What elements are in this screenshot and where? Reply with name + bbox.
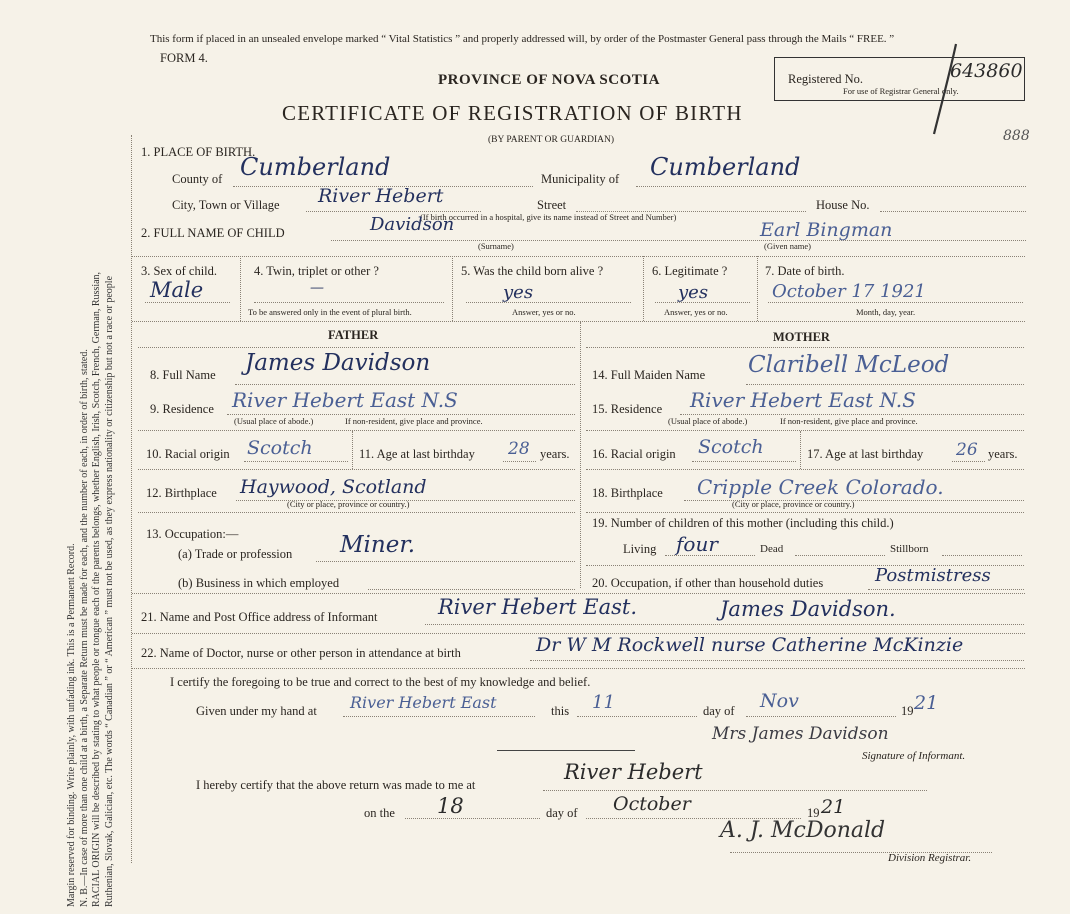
hereby-label: I hereby certify that the above return was made to me at bbox=[196, 778, 476, 792]
children-label: 19. Number of children of this mother (including this child.) bbox=[592, 516, 894, 530]
father-abode-note: (Usual place of abode.) bbox=[234, 416, 314, 426]
occupation-label: 13. Occupation:— bbox=[146, 527, 239, 541]
father-trade-value: Miner. bbox=[340, 532, 416, 558]
city-value: River Hebert bbox=[318, 185, 444, 207]
informant-name-value: James Davidson. bbox=[720, 597, 896, 621]
date-note: Month, day, year. bbox=[856, 307, 916, 317]
mother-residence-value: River Hebert East N.S bbox=[690, 388, 916, 412]
mother-heading: MOTHER bbox=[773, 330, 830, 344]
street-label: Street bbox=[537, 198, 567, 212]
form-number: FORM 4. bbox=[160, 51, 208, 65]
given-at-value: River Hebert East bbox=[350, 693, 497, 712]
father-residence-value: River Hebert East N.S bbox=[232, 388, 458, 412]
registered-number: 643860 bbox=[950, 60, 1023, 82]
doctor-label: 22. Name of Doctor, nurse or other person in attendance at birth bbox=[141, 646, 461, 660]
father-birthplace-value: Haywood, Scotland bbox=[240, 476, 427, 498]
city-label: City, Town or Village bbox=[172, 198, 280, 212]
registered-label: Registered No. bbox=[788, 72, 863, 86]
born-alive-value: yes bbox=[503, 282, 534, 303]
mother-birthplace-value: Cripple Creek Colorado. bbox=[697, 475, 944, 499]
given-day-value: 11 bbox=[592, 692, 615, 713]
mother-racial-label: 16. Racial origin bbox=[592, 447, 676, 461]
given-name-note: (Given name) bbox=[764, 241, 811, 251]
sex-label: 3. Sex of child. bbox=[141, 264, 218, 278]
year-prefix-2: 19 bbox=[807, 806, 820, 820]
mother-occupation-value: Postmistress bbox=[875, 565, 991, 586]
mother-age-label: 17. Age at last birthday bbox=[807, 447, 924, 461]
on-the-label: on the bbox=[364, 806, 395, 820]
born-alive-label: 5. Was the child born alive ? bbox=[461, 264, 604, 278]
twin-label: 4. Twin, triplet or other ? bbox=[254, 264, 379, 278]
date-of-birth-label: 7. Date of birth. bbox=[765, 264, 845, 278]
doctor-value: Dr W M Rockwell nurse Catherine McKinzie bbox=[536, 634, 964, 656]
mother-racial-value: Scotch bbox=[698, 436, 764, 458]
mother-nonres-note: If non-resident, give place and province. bbox=[780, 416, 918, 426]
mother-residence-label: 15. Residence bbox=[592, 402, 663, 416]
return-day-value: 18 bbox=[437, 794, 464, 818]
mother-abode-note: (Usual place of abode.) bbox=[668, 416, 748, 426]
legitimate-note: Answer, yes or no. bbox=[664, 307, 728, 317]
father-racial-label: 10. Racial origin bbox=[146, 447, 230, 461]
year-prefix: 19 bbox=[901, 704, 914, 718]
return-year-value: 21 bbox=[821, 796, 846, 818]
house-no-label: House No. bbox=[816, 198, 870, 212]
mother-name-value: Claribell McLeod bbox=[748, 352, 950, 378]
divider bbox=[497, 750, 635, 751]
living-label: Living bbox=[623, 542, 657, 556]
margin-note-line: N. B.—In case of more than one child at a birth, a Separate Return must be made for each, and the number of each, in order of birth, stated. bbox=[78, 349, 90, 907]
this-label: this bbox=[551, 704, 570, 718]
division-registrar-label: Division Registrar. bbox=[888, 852, 972, 864]
corner-number: 888 bbox=[1003, 128, 1030, 144]
twin-note: To be answered only in the event of plural birth. bbox=[248, 307, 412, 317]
registrar-stroke-icon bbox=[930, 42, 960, 137]
father-city-note: (City or place, province or country.) bbox=[287, 499, 410, 509]
municipality-label: Municipality of bbox=[541, 172, 620, 186]
father-residence-label: 9. Residence bbox=[150, 402, 214, 416]
legitimate-value: yes bbox=[678, 282, 709, 303]
living-value: four bbox=[676, 532, 718, 556]
mail-note: This form if placed in an unsealed envelope marked “ Vital Statistics ” and properly addressed will, by order of the Postmaster General pass through the Mails “ FREE. ” bbox=[150, 33, 895, 45]
father-racial-value: Scotch bbox=[247, 437, 313, 459]
father-birthplace-label: 12. Birthplace bbox=[146, 486, 217, 500]
stillborn-label: Stillborn bbox=[890, 543, 929, 555]
given-hand-label: Given under my hand at bbox=[196, 704, 317, 718]
mother-city-note: (City or place, province or country.) bbox=[732, 499, 855, 509]
mother-birthplace-label: 18. Birthplace bbox=[592, 486, 663, 500]
given-month-value: Nov bbox=[760, 690, 799, 712]
twin-value: — bbox=[310, 280, 324, 296]
margin-note-line: RACIAL ORIGIN will be described by stating to what people or tongue each of the parents belongs, whether English, Irish, Scotch, French, German, Russian, bbox=[91, 271, 103, 907]
hospital-note: (If birth occurred in a hospital, give its name instead of Street and Number) bbox=[420, 212, 677, 222]
father-heading: FATHER bbox=[328, 328, 379, 342]
father-name-value: James Davidson bbox=[245, 350, 431, 376]
father-nonres-note: If non-resident, give place and province. bbox=[345, 416, 483, 426]
margin-note-line: Ruthenian, Slovak, Galician, etc. The words “ Canadian ” or “ American ” must not be used, as they express nationality or citizenship but not a race or people bbox=[103, 275, 115, 907]
sex-value: Male bbox=[150, 278, 204, 302]
surname-value: Davidson bbox=[370, 214, 455, 235]
day-of-label: day of bbox=[703, 704, 735, 718]
county-label: County of bbox=[172, 172, 223, 186]
given-name-value: Earl Bingman bbox=[760, 219, 893, 241]
informant-signature-label: Signature of Informant. bbox=[862, 750, 966, 762]
father-age-label: 11. Age at last birthday bbox=[359, 447, 475, 461]
municipality-value: Cumberland bbox=[650, 153, 801, 181]
trade-label: (a) Trade or profession bbox=[178, 547, 293, 561]
county-value: Cumberland bbox=[240, 153, 391, 181]
legitimate-label: 6. Legitimate ? bbox=[652, 264, 728, 278]
place-of-birth-label: 1. PLACE OF BIRTH. bbox=[141, 145, 256, 159]
full-name-label: 2. FULL NAME OF CHILD bbox=[141, 226, 285, 240]
mother-years-label: years. bbox=[988, 447, 1018, 461]
margin-notes bbox=[66, 272, 116, 907]
mother-age-value: 26 bbox=[956, 440, 978, 460]
informant-signature: Mrs James Davidson bbox=[712, 724, 889, 744]
registrar-signature: A. J. McDonald bbox=[720, 818, 886, 843]
page-title: CERTIFICATE OF REGISTRATION OF BIRTH bbox=[282, 101, 743, 125]
subtitle: (BY PARENT OR GUARDIAN) bbox=[488, 135, 615, 145]
return-month-value: October bbox=[613, 793, 691, 815]
informant-label: 21. Name and Post Office address of Informant bbox=[141, 610, 378, 624]
father-age-value: 28 bbox=[508, 439, 530, 459]
return-place-value: River Hebert bbox=[564, 760, 703, 784]
mother-occupation-label: 20. Occupation, if other than household duties bbox=[592, 576, 824, 590]
father-years-label: years. bbox=[540, 447, 570, 461]
registered-note: For use of Registrar General only. bbox=[843, 86, 959, 96]
day-of-label-2: day of bbox=[546, 806, 578, 820]
margin-note-line: Margin reserved for binding. Write plainly, with unfading ink. This is a Permanent Record. bbox=[66, 543, 77, 907]
form-border bbox=[131, 135, 132, 863]
born-alive-note: Answer, yes or no. bbox=[512, 307, 576, 317]
given-year-value: 21 bbox=[914, 692, 939, 714]
surname-note: (Surname) bbox=[478, 241, 514, 251]
business-label: (b) Business in which employed bbox=[178, 576, 340, 590]
province-heading: PROVINCE OF NOVA SCOTIA bbox=[438, 72, 660, 88]
date-of-birth-value: October 17 1921 bbox=[772, 281, 926, 302]
dead-label: Dead bbox=[760, 543, 784, 555]
mother-name-label: 14. Full Maiden Name bbox=[592, 368, 706, 382]
certify-statement: I certify the foregoing to be true and correct to the best of my knowledge and belief. bbox=[170, 675, 591, 689]
father-name-label: 8. Full Name bbox=[150, 368, 216, 382]
informant-place-value: River Hebert East. bbox=[438, 595, 638, 619]
